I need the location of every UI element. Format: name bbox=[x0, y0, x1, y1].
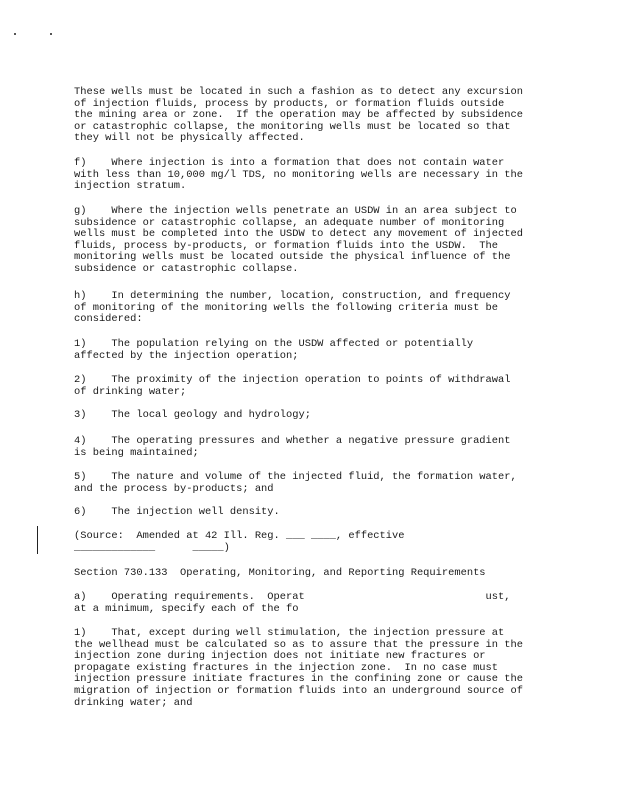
paragraph-a: a) Operating requirements. Operat ust, at a minimum, specify each of the fo bbox=[74, 591, 511, 615]
paragraph-h: h) In determining the number, location, construction, and frequency of monitoring of the monitoring wells the following criteria must be considered: bbox=[74, 290, 511, 326]
list-item-2: 2) The proximity of the injection operation to points of withdrawal of drinking water; bbox=[74, 374, 511, 398]
list-item-6: 6) The injection well density. bbox=[74, 506, 280, 518]
list-item-1: 1) The population relying on the USDW affected or potentially affected by the injection operation; bbox=[74, 338, 474, 362]
scan-speck bbox=[50, 33, 52, 35]
source-note: (Source: Amended at 42 Ill. Reg. ___ ____, effective _____________ _____) bbox=[74, 530, 405, 554]
section-heading: Section 730.133 Operating, Monitoring, and Reporting Requirements bbox=[74, 567, 486, 579]
revision-bar bbox=[37, 526, 38, 554]
list-item-3: 3) The local geology and hydrology; bbox=[74, 409, 311, 421]
list-item-5: 5) The nature and volume of the injected fluid, the formation water, and the process by-products; and bbox=[74, 471, 517, 495]
paragraph-monitoring-location: These wells must be located in such a fashion as to detect any excursion of injection fluids, process by products, or formation fluids outside the mining area or zone. If the operation may be affected by subsidence or catastrophic collapse, the monitoring wells must be located so that they will not be physically affected. bbox=[74, 86, 523, 145]
paragraph-a-1: 1) That, except during well stimulation, the injection pressure at the wellhead must be calculated so as to assure that the pressure in the injection zone during injection does not initiate new fractures or propagate existing fractures in the injection zone. In no case must injection pressure initiate fractures in the confining zone or cause the migration of injection or formation fluids into an underground source of drinking water; and bbox=[74, 627, 523, 709]
paragraph-f: f) Where injection is into a formation that does not contain water with less than 10,000 mg/l TDS, no monitoring wells are necessary in the injection stratum. bbox=[74, 157, 523, 193]
scan-speck bbox=[14, 33, 16, 35]
paragraph-g: g) Where the injection wells penetrate an USDW in an area subject to subsidence or catastrophic collapse, an adequate number of monitoring wells must be completed into the USDW to detect any movement of injected fluids, process by-products, or formation fluids into the USDW. The monitoring wells must be located outside the physical influence of the subsidence or catastrophic collapse. bbox=[74, 205, 523, 275]
list-item-4: 4) The operating pressures and whether a negative pressure gradient is being maintained; bbox=[74, 435, 511, 459]
